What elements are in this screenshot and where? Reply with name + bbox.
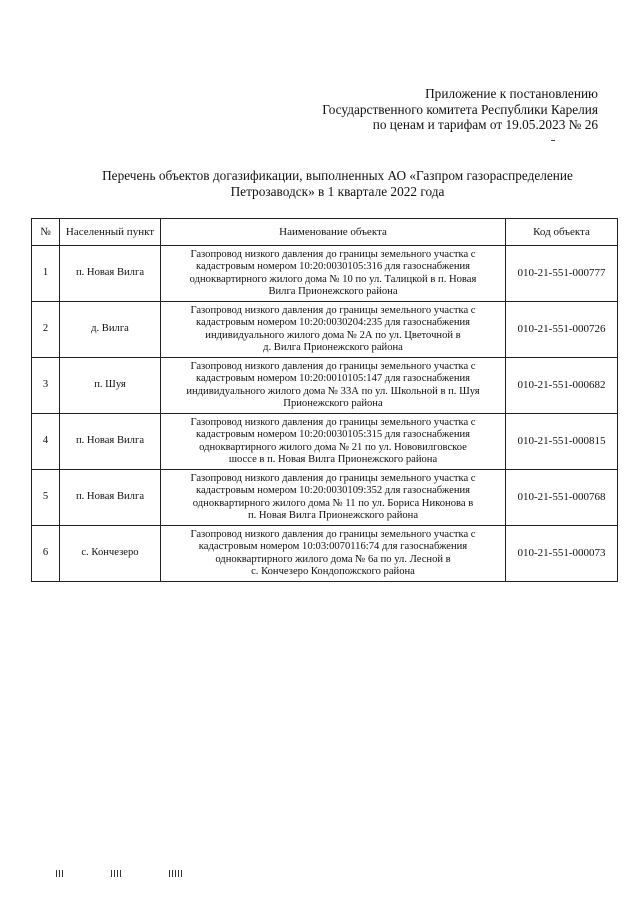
row-settlement: п. Новая Вилга [60, 246, 161, 302]
row-code: 010-21-551-000682 [506, 358, 618, 414]
row-num: 4 [32, 414, 60, 470]
row-settlement: п. Новая Вилга [60, 414, 161, 470]
name-line: Прионежского района [283, 397, 383, 409]
barcode-fragment [56, 870, 63, 877]
name-line: одноквартирного жилого дома № 11 по ул. Бориса Никонова в [192, 497, 474, 509]
row-num: 6 [32, 526, 60, 582]
name-line: индивидуального жилого дома № 33А по ул. Школьной в п. Шуя [186, 385, 480, 397]
row-object-name [161, 358, 506, 414]
name-line: Газопровод низкого давления до границы земельного участка с [190, 417, 476, 429]
table-row [32, 414, 618, 470]
header-name: Наименование объекта [161, 219, 506, 246]
name-line: кадастровым номером 10:20:0030109:352 для газоснабжения [195, 485, 471, 497]
name-line: кадастровым номером 10:20:0030105:315 для газоснабжения [195, 429, 471, 441]
row-object-name [161, 470, 506, 526]
name-line: Газопровод низкого давления до границы земельного участка с [190, 305, 476, 317]
row-object-name [161, 414, 506, 470]
document-title [40, 168, 635, 200]
name-line: шоссе в п. Новая Вилга Прионежского района [228, 453, 438, 465]
table-row [32, 358, 618, 414]
barcode-fragment [111, 870, 121, 877]
appendix-line-2: Государственного комитета Республики Карелия [322, 101, 598, 117]
name-line: кадастровым номером 10:20:0010105:147 для газоснабжения [195, 373, 471, 385]
title-line-2: Петрозаводск» в 1 квартале 2022 года [230, 184, 445, 199]
row-object-name [161, 526, 506, 582]
header-settlement: Населенный пункт [60, 219, 161, 246]
name-line: Газопровод низкого давления до границы земельного участка с [190, 249, 476, 261]
row-num: 1 [32, 246, 60, 302]
title-line-1: Перечень объектов догазификации, выполненных АО «Газпром газораспределение [102, 168, 573, 183]
row-num: 5 [32, 470, 60, 526]
name-line: кадастровым номером 10:03:0070116:74 для газоснабжения [198, 541, 468, 553]
header-num: № [32, 219, 60, 246]
table-row [32, 302, 618, 358]
name-line: д. Вилга Прионежского района [263, 341, 403, 353]
name-line: Газопровод низкого давления до границы земельного участка с [190, 473, 476, 485]
row-object-name [161, 302, 506, 358]
barcode-fragment [169, 870, 182, 877]
row-settlement: п. Шуя [60, 358, 161, 414]
name-line: п. Новая Вилга Прионежского района [247, 509, 419, 521]
name-line: Газопровод низкого давления до границы земельного участка с [190, 361, 476, 373]
scan-mark [551, 140, 555, 141]
appendix-line-1: Приложение к постановлению [425, 86, 598, 101]
scan-barcode-marks [56, 870, 182, 877]
table-header-row [32, 219, 618, 246]
table-row [32, 246, 618, 302]
appendix-line-3: по ценам и тарифам от 19.05.2023 № 26 [372, 117, 598, 132]
name-line: индивидуального жилого дома № 2А по ул. Цветочной в [205, 329, 461, 341]
name-line: кадастровым номером 10:20:0030204:235 для газоснабжения [195, 317, 471, 329]
name-line: с. Кончезеро Кондопожского района [251, 565, 415, 577]
row-code: 010-21-551-000815 [506, 414, 618, 470]
row-num: 2 [32, 302, 60, 358]
row-num: 3 [32, 358, 60, 414]
objects-table [31, 218, 618, 582]
row-settlement: п. Новая Вилга [60, 470, 161, 526]
name-line: одноквартирного жилого дома № 10 по ул. Талицкой в п. Новая [189, 273, 477, 285]
name-line: одноквартирного жилого дома № 21 по ул. Нововилговское [199, 441, 467, 453]
row-settlement: с. Кончезеро [60, 526, 161, 582]
row-code: 010-21-551-000768 [506, 470, 618, 526]
table-row [32, 470, 618, 526]
row-object-name [161, 246, 506, 302]
name-line: одноквартирного жилого дома № 6а по ул. Лесной в [215, 553, 451, 565]
appendix-header [322, 86, 598, 133]
row-code: 010-21-551-000777 [506, 246, 618, 302]
name-line: Вилга Прионежского района [268, 285, 398, 297]
header-code: Код объекта [506, 219, 618, 246]
row-code: 010-21-551-000726 [506, 302, 618, 358]
name-line: кадастровым номером 10:20:0030105:316 для газоснабжения [195, 261, 471, 273]
name-line: Газопровод низкого давления до границы земельного участка с [190, 529, 476, 541]
table-row [32, 526, 618, 582]
row-code: 010-21-551-000073 [506, 526, 618, 582]
row-settlement: д. Вилга [60, 302, 161, 358]
